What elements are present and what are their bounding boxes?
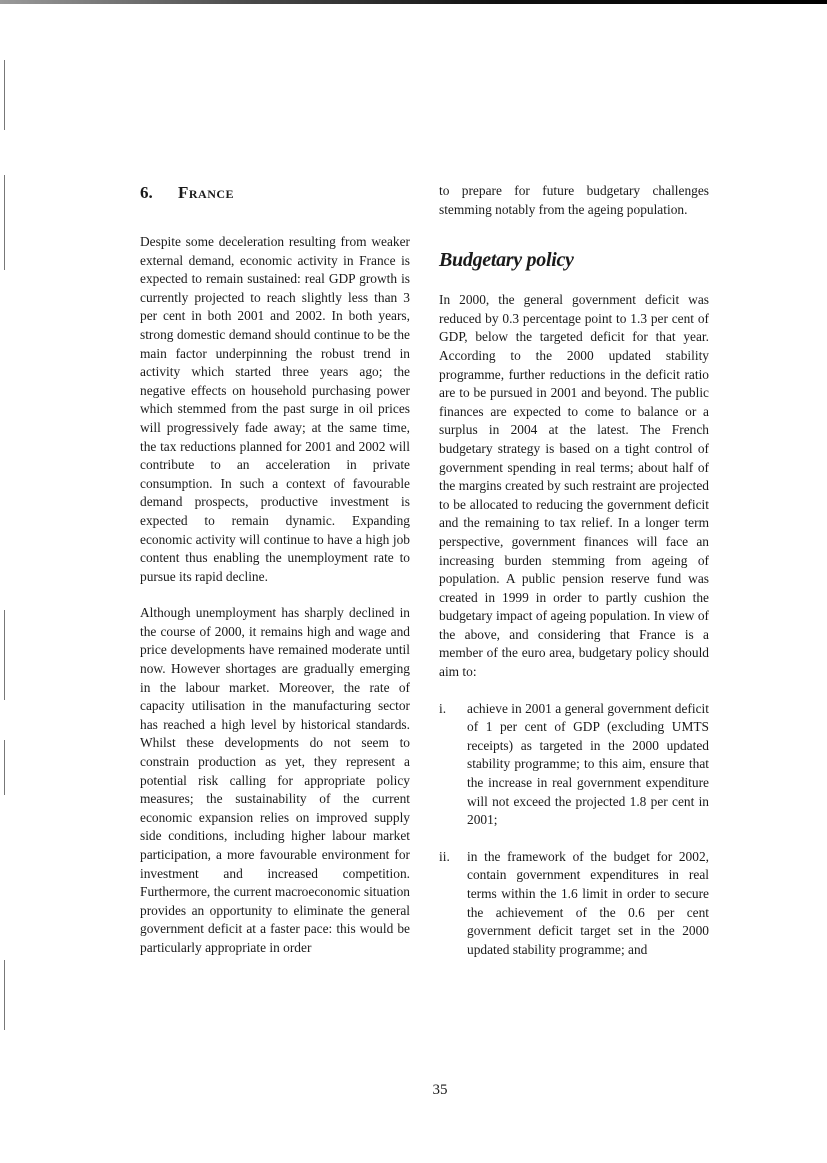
right-column xyxy=(439,182,709,977)
section-number: 6. xyxy=(140,183,153,202)
section-heading xyxy=(140,182,410,204)
subheading-budgetary-policy: Budgetary policy xyxy=(439,249,574,272)
page-number: 35 xyxy=(432,1082,448,1098)
list-marker: i. xyxy=(439,700,447,716)
paragraph-labour-market: Although unemployment has sharply declined in the course of 2000, it remains high and wage and price developments have remained moderate until now. However shortages are gradually emerging in the labour market. Moreover, the rate of capacity utilisation in the manufacturing sector has reached a high level by historical standards. Whilst these developments do not seem to constrain production as yet, they represent a potential risk calling for appropriate policy measures; the sustainability of the current economic expansion relies on improved supply side conditions, including higher labour market participation, a more favourable environment for investment and increased competition. Furthermore, the current macroeconomic situation provides an opportunity to eliminate the general government deficit at a faster pace: this would be particularly appropriate in order xyxy=(140,605,410,955)
recommendation-list xyxy=(439,700,709,960)
list-marker: ii. xyxy=(439,848,450,864)
list-item-text: achieve in 2001 a general government deficit of 1 per cent of GDP (excluding UMTS receipts) as targeted in the 2000 updated stability programme; to this aim, ensure that the increase in real government expenditure will not exceed the projected 1.8 per cent in 2001; xyxy=(467,700,709,828)
paragraph-economic-outlook: Despite some deceleration resulting from weaker external demand, economic activity in France is expected to remain sustained: real GDP growth is currently projected to reach slightly less than 3 per cent in both 2001 and 2002. In both years, strong domestic demand should continue to be the main factor underpinning the robust trend in activity which started three years ago; the negative effects on household purchasing power which stemmed from the past surge in oil prices will progressively fade away; at the same time, the tax reductions planned for 2001 and 2002 will contribute to an acceleration in private consumption. In such a context of favourable demand prospects, productive investment is expected to remain dynamic. Expanding economic activity will continue to have a high job content thus enabling the unemployment rate to pursue its rapid decline. xyxy=(140,234,410,584)
paragraph-continuation: to prepare for future budgetary challenges stemming notably from the ageing population. xyxy=(439,183,709,217)
list-item-text: in the framework of the budget for 2002, contain government expenditures in real terms within the 1.6 limit in order to secure the achievement of the 0.6 per cent government deficit target set in the 2000 updated stability programme; and xyxy=(467,848,709,957)
list-item xyxy=(439,848,709,960)
section-title: France xyxy=(178,183,235,202)
list-item xyxy=(439,700,709,830)
left-column xyxy=(140,182,410,976)
paragraph-budgetary-policy: In 2000, the general government deficit was reduced by 0.3 percentage point to 1.3 per cent of GDP, below the targeted deficit for that year. According to the 2000 updated stability programme, further reductions in the deficit ratio are to be pursued in 2001 and beyond. The public finances are expected to come to balance or a surplus in 2004 at the latest. The French budgetary strategy is based on a tight control of government spending in real terms; about half of the margins created by such restraint are projected to be allocated to reducing the government deficit and the remaining to tax relief. In a longer term perspective, government finances will face an increasing burden stemming from ageing of population. A public pension reserve fund was created in 1999 in order to partly cushion the budgetary impact of ageing population. In view of the above, and considering that France is a member of the euro area, budgetary policy should aim to: xyxy=(439,292,709,680)
